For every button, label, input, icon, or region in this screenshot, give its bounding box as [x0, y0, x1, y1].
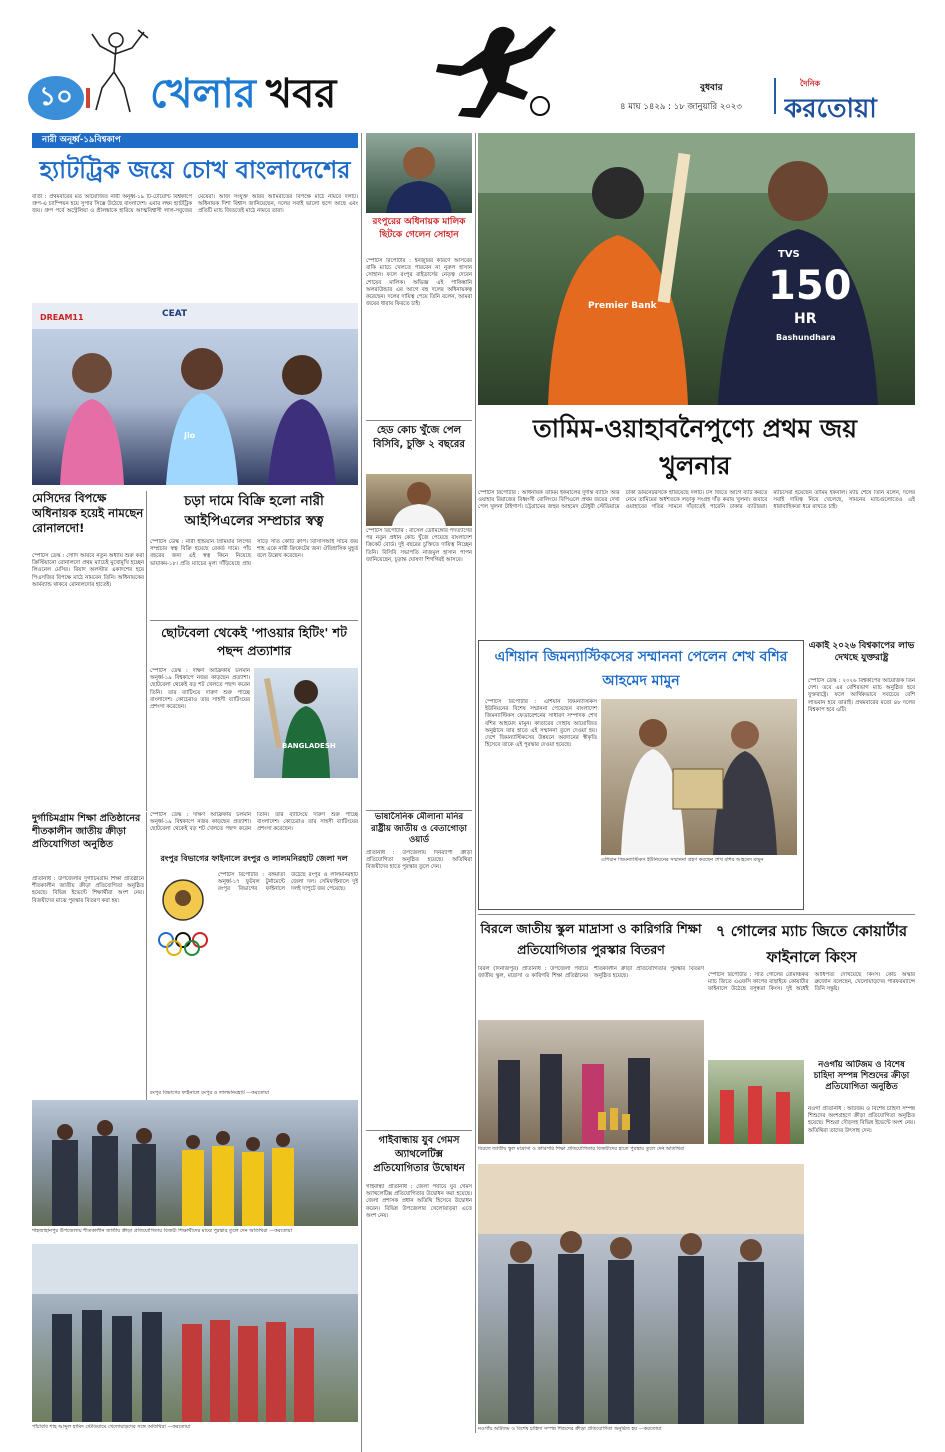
dinajpur-body: প্রতিনিধি : উপজেলার দুর্গাচিমগ্রাম শিক্ষা প্রতিষ্ঠানে শীতকালীন জাতীয় ক্রীড়া প্রতিযোগিতা অনুষ্ঠিত হয়েছে। বিভিন্ন ইভেন্টে শিক্ষার্থীরা অংশ নেয়। বিজয়ীদের মাঝে পুরস্কার বিতরণ করা হয়।	[32, 876, 144, 904]
stadium-photo-caption: পাঁচবিবি শাহ আব্দুল হামিদ স্টেডিয়ামে খেলোয়াড়দের সঙ্গে অতিথিরা —করতোয়া	[32, 1424, 191, 1430]
footballer-icon	[420, 14, 570, 124]
jersey-name: HR	[794, 311, 817, 327]
wc2026-body: স্পোর্টস ডেস্ক : ২০২৬ বিশ্বকাপের আয়োজক তিন দেশ। তবে এর বেশিরভাগ ম্যাচ অনুষ্ঠিত হবে যুক্তরাষ্ট্রে। ফলে আর্থিকভাবে সবচেয়ে বেশি লাভবান হবে তারাই। প্রথমবারের মতো ৪৮ দলের বিশ্বকাপ হবে এটি।	[808, 678, 915, 713]
kicker-text: নারী অনূর্ধ্ব-১৯বিশ্বকাপ	[42, 135, 121, 145]
paper-name: করতোয়া	[784, 94, 877, 124]
jersey-sponsor: Premier Bank	[588, 301, 657, 311]
lead-headline: হ্যাটট্রিক জয়ে চোখ বাংলাদেশের	[39, 156, 351, 184]
madrasa-body: বিরল (দিনাজপুর) প্রতিনিধি : উপজেলা পর্যায়ে জাতীয় স্কুল, মাদ্রাসা ও কারিগরি শিক্ষা প্রতিষ্ঠানের শীতকালীন ক্রীড়া প্রতিযোগিতার পুরস্কার বিতরণ অনুষ্ঠিত হয়েছে।	[478, 966, 704, 980]
prottasha-photo	[254, 668, 358, 778]
moulana-body: প্রতিনিধি : উপজেলায় দিনব্যাপী ক্রীড়া প্রতিযোগিতা অনুষ্ঠিত হয়েছে। অতিথিরা বিজয়ীদের হাতে পুরস্কার তুলে দেন।	[366, 850, 472, 871]
jersey-number: 150	[768, 263, 852, 309]
section-title	[150, 70, 410, 120]
section-title-part-2: খবর	[265, 70, 337, 117]
kings-headline: ৭ গোলের ম্যাচ জিতে কোয়ার্টার ফাইনালে কিংস	[715, 922, 908, 966]
logo-ceat: CEAT	[162, 309, 188, 319]
masthead	[0, 0, 945, 128]
award-ceremony-photo	[32, 1100, 358, 1226]
madrasa-figures	[478, 1020, 704, 1144]
madrasa-headline: বিরলে জাতীয় স্কুল মাদ্রাসা ও কারিগরি শিক্ষা প্রতিযোগিতার পুরস্কার বিতরণ	[480, 921, 702, 957]
autism-event-figures	[478, 1164, 804, 1424]
kicker-bar	[32, 133, 358, 148]
gaibandha-body: গাইবান্ধা প্রতিনিধি : জেলা পর্যায়ে যুব গেমস অ্যাথলেটিক্স প্রতিযোগিতার উদ্বোধন করা হয়েছে। জেলা প্রশাসক প্রধান অতিথি হিসেবে উদ্বোধন করেন। বিভিন্ন উপজেলার খেলোয়াড়রা এতে অংশ নেয়।	[366, 1184, 472, 1219]
stadium-figures	[32, 1244, 358, 1422]
kings-body: স্পোর্টস রিপোর্টার : সাত গোলের রোমাঞ্চকর ম্যাচ জিতে এএফসি কাপের বাছাইয়ে কোয়ার্টার ফাইনালে উঠেছে বসুন্ধরা কিংস। দুই অর্ধেই আধিপত্য দেখিয়েছে কিংস। কোচ অস্কার ব্রুজোন বলেছেন, খেলোয়াড়দের পারফরম্যান্সে তিনি সন্তুষ্ট।	[708, 972, 915, 993]
wpl-headline: চড়া দামে বিক্রি হলো নারী আইপিএলের সম্প্রচার স্বত্ব	[184, 493, 324, 529]
women-cricketers-figures	[32, 303, 358, 485]
coach-figure	[366, 474, 472, 526]
messi-body: স্পোর্টস ডেস্ক : সৌদি আরবে নতুন অধ্যায় শুরু করা ক্রিস্টিয়ানো রোনালদো প্রথম ম্যাচেই মুখোমুখি হচ্ছেন লিওনেল মেসির। রিয়াদ অলস্টার একাদশের হয়ে পিএসজির বিপক্ষে মাঠে নামবেন তিনি। অধিনায়কের আর্মব্যান্ড থাকবে রোনালদোর হাতেই।	[32, 553, 144, 588]
lead-body: বার্তা : প্রথমবারের মত আয়োজিত নারী অনূর্ধ্ব-১৯ টি-টোয়েন্টি বিশ্বকাপে গ্রুপ-এ চ্যাম্পিয়ন হয়ে সুপার সিক্সে উঠেছে বাংলাদেশ। এবার লক্ষ্য হ্যাটট্রিক জয়। গ্রুপ পর্বে অস্ট্রেলিয়া ও শ্রীলঙ্কাকে হারিয়ে আত্মবিশ্বাসী লাল-সবুজের মেয়েরা। আজ সংযুক্ত আরব আমিরাতের বিপক্ষে মাঠে নামবে দলটি। অধিনায়ক দিশা বিশ্বাস জানিয়েছেন, দলের সবাই ভালো ছন্দে আছে এবং প্রতিটি ম্যাচ জিততেই মাঠে নামবে তারা।	[32, 194, 358, 215]
gym-headline: এশিয়ান জিমন্যাস্টিকসের সম্মাননা পেলেন শেখ বশির আহমেদ মামুন	[494, 649, 788, 689]
coach-headline: হেড কোচ খুঁজে পেল বিসিবি, চুক্তি ২ বছরের	[373, 425, 465, 450]
autism-headline: নওগাঁয় অটিজম ও বিশেষ চাহিদা সম্পন্ন শিশুদের ক্রীড়া প্রতিযোগিতা অনুষ্ঠিত	[813, 1060, 910, 1092]
portrait-figure	[366, 133, 472, 213]
award-photo-caption: শাহজাহানপুর উপজেলায় শীতকালীন জাতীয় ক্রীড়া প্রতিযোগিতায় বিজয়ী শিক্ষার্থীদের মাঝে পুরস্কার তুলে দেন অতিথিরা —করতোয়া	[32, 1228, 293, 1234]
wpl-body: স্পোর্টস ডেস্ক : নারী ইন্ডিয়ান প্রিমিয়ার লিগের সম্প্রচার স্বত্ব বিক্রি হয়েছে রেকর্ড দামে। পাঁচ বছরের জন্য এই স্বত্ব কিনে নিয়েছে ভায়াকম-১৮। প্রতি ম্যাচের মূল্য দাঁড়িয়েছে প্রায় সাড়ে সাত কোটি রুপি। বিসিসিআই সচিব জয় শাহ একে নারী ক্রিকেটের জন্য ঐতিহাসিক মুহূর্ত বলে উল্লেখ করেছেন।	[150, 539, 358, 567]
page-number-badge	[28, 76, 84, 120]
autism-event-photo	[478, 1164, 804, 1424]
logo-jio: Jio	[184, 431, 196, 440]
weekday: বুধবার	[700, 83, 723, 93]
shoaib-headline: রংপুরের অধিনায়ক মালিক ছিটকে গেলেন সোহান	[372, 217, 466, 240]
stadium-team-photo	[32, 1244, 358, 1422]
federation-logo-icon	[154, 878, 212, 978]
messi-headline: মেসিদের বিপক্ষে অধিনায়ক হয়েই নামছেন রোনালদো!	[32, 491, 144, 535]
masthead-divider	[774, 78, 776, 114]
gymnastics-box	[478, 640, 804, 910]
bpl-cricket-photo	[478, 133, 915, 405]
rangpur-team-logo	[150, 872, 216, 1012]
coach-body: স্পোর্টস রিপোর্টার : রাসেল ডোমিঙ্গোর পদত্যাগের পর নতুন প্রধান কোচ খুঁজে পেয়েছে বাংলাদেশ ক্রিকেট বোর্ড। দুই বছরের চুক্তিতে দায়িত্ব নিচ্ছেন তিনি। বিসিবি সভাপতি নাজমুল হাসান পাপন জানিয়েছেন, চূড়ান্ত ঘোষণা শিগগিরই আসবে।	[366, 528, 472, 563]
women-cricketers-photo	[32, 303, 358, 485]
power-body-col1: স্পোর্টস ডেস্ক : দক্ষিণ আফ্রিকায় চলমান অনূর্ধ্ব-১৯ বিশ্বকাপে নজর কাড়ছেন প্রত্যাশা। ছোটবেলা থেকেই বড় শট খেলতে পছন্দ করেন তিনি। তার ব্যাটিংয়ে দারুণ শুরু পাচ্ছে বাংলাদেশ। কোচেরাও তার সাহসী ব্যাটিংয়ের প্রশংসা করেছেন।	[150, 668, 250, 711]
madrasa-photo-caption: বিরলে জাতীয় স্কুল মাদ্রাসা ও কারিগরি শিক্ষা প্রতিযোগিতার বিজয়ীদের হাতে পুরস্কার তুলে দেন অতিথিরা	[478, 1146, 685, 1152]
jersey-bashundhara: Bashundhara	[776, 333, 836, 342]
logo-dream11: DREAM11	[40, 313, 84, 322]
date-line: ৪ মাঘ ১৪২৯ : ১৮ জানুয়ারি ২০২৩	[620, 102, 742, 112]
kings-figures	[708, 1060, 804, 1144]
wc2026-headline: একাই ২০২৬ বিশ্বকাপের লাভ দেখছে যুক্তরাষ্ট্র	[808, 641, 915, 663]
gym-body: স্পোর্টস রিপোর্টার : এশিয়ান জিমন্যাস্টিকস ইউনিয়নের বিশেষ সম্মাননা পেয়েছেন বাংলাদেশ জিমন্যাস্টিকস ফেডারেশনের সাধারণ সম্পাদক শেখ বশির আহমেদ মামুন। কাতারের দোহায় আয়োজিত অনুষ্ঠানে তার হাতে এই সম্মাননা তুলে দেওয়া হয়। দেশে জিমন্যাস্টিকসের উন্নয়নে অবদানের স্বীকৃতি হিসেবে তাকে এই পুরস্কার দেওয়া হয়েছে।	[485, 699, 597, 749]
page-number: ১০	[39, 82, 73, 112]
dinajpur-headline: দুর্গাচিমগ্রাম শিক্ষা প্রতিষ্ঠানের শীতকালীন জাতীয় ক্রীড়া প্রতিযোগিতা অনুষ্ঠিত	[32, 813, 141, 850]
rangpur-body: স্পোর্টস রিপোর্টার : বঙ্গমাতা অনূর্ধ্ব-১৭ ফুটবল টুর্নামেন্টে রংপুর বিভাগের ফাইনালে উঠেছে রংপুর ও লালমনিরহাট জেলা দল। সেমিফাইনালে দুই দলই দাপুটে জয় পেয়েছে।	[218, 872, 358, 893]
gym-award-figures	[601, 699, 797, 855]
autism-photo-caption: নওগাঁয় অটিজম ও বিশেষ চাহিদা সম্পন্ন শিশুদের ক্রীড়া প্রতিযোগিতা অনুষ্ঠিত হয় —করতোয়া	[478, 1426, 662, 1432]
power-body-cont: স্পোর্টস ডেস্ক : দক্ষিণ আফ্রিকায় চলমান অনূর্ধ্ব-১৯ বিশ্বকাপে নজর কাড়ছেন প্রত্যাশা। ছোটবেলা থেকেই বড় শট খেলতে পছন্দ করেন তিনি। তার ব্যাটিংয়ে দারুণ শুরু পাচ্ছে বাংলাদেশ। কোচেরাও তার সাহসী ব্যাটিংয়ের প্রশংসা করেছেন।	[150, 812, 358, 833]
jersey-tvs: TVS	[778, 249, 800, 260]
gym-photo-caption: এশিয়ান জিমন্যাস্টিকস ইউনিয়নের সম্মাননা গ্রহণ করছেন শেখ বশির আহমেদ মামুন	[601, 857, 764, 863]
award-figures	[32, 1100, 358, 1226]
paper-prefix: দৈনিক	[800, 79, 821, 88]
gaibandha-headline: গাইবান্ধায় যুব গেমস অ্যাথলেটিক্স প্রতিযোগিতার উদ্বোধন	[373, 1135, 465, 1174]
shoaib-body: স্পোর্টস রিপোর্টার : ইনজুরির কারণে আসরের বাকি ম্যাচে খেলতে পারবেন না নুরুল হাসান সোহান। ফলে রংপুর রাইডার্সের নেতৃত্ব দেবেন শোয়েব মালিক। অভিজ্ঞ এই পাকিস্তানি অলরাউন্ডার এর আগে বহু দলের অধিনায়কত্ব করেছেন। দলের দায়িত্ব পেয়ে তিনি বলেন, আমরা জয়ের ধারায় ফিরতে চাই।	[366, 258, 472, 308]
madrasa-award-photo	[478, 1020, 704, 1144]
gym-award-photo	[601, 699, 797, 855]
rangpur-photo-caption: রংপুর বিভাগের ফাইনালে রংপুর ও লালমনিরহাট —করতোয়া	[150, 1090, 270, 1096]
jersey-text-bangladesh: BANGLADESH	[282, 742, 336, 750]
tamim-headline: তামিম-ওয়াহাবনৈপুণ্যে প্রথম জয় খুলনার	[532, 414, 857, 480]
section-title-part-1: খেলার	[150, 70, 256, 117]
tamim-body: স্পোর্টস রিপোর্টার : অধিনায়ক তামিম ইকবালের দুর্দান্ত ব্যাটিং আর ওয়াহাব রিয়াজের বিধ্বংসী বোলিংয়ে বিপিএলে প্রথম জয়ের দেখা পেল খুলনা টাইগার্স। চট্টগ্রামের জহুর আহমেদ চৌধুরী স্টেডিয়ামে ঢাকা ডমিনেটরসকে হারিয়েছে দলটি। টস জিতে আগে ব্যাট করতে নেমে তামিমের অর্ধশতকে লড়াকু সংগ্রহ দাঁড় করায় খুলনা। জবাবে ওয়াহাবের গতির সামনে দাঁড়াতেই পারেনি ঢাকার ব্যাটাররা। ম্যাচসেরা হয়েছেন তামিম ইকবাল। ম্যাচ শেষে তিনি বলেন, দলের সবাই দায়িত্ব নিয়ে খেলেছে, সামনের ম্যাচগুলোতেও এই ধারাবাহিকতা ধরে রাখতে চাই।	[478, 490, 915, 511]
shoaib-portrait	[366, 133, 472, 213]
coach-portrait	[366, 474, 472, 526]
power-headline: ছোটবেলা থেকেই 'পাওয়ার হিটিং' শট পছন্দ প্রত্যাশার	[161, 625, 347, 658]
cricket-player-icon	[78, 28, 150, 114]
kings-match-photo	[708, 1060, 804, 1144]
autism-body: নওগাঁ প্রতিনিধি : অটিজম ও বিশেষ চাহিদা সম্পন্ন শিশুদের অংশগ্রহণে ক্রীড়া প্রতিযোগিতা অনুষ্ঠিত হয়েছে। শিশুরা দৌড়সহ বিভিন্ন ইভেন্টে অংশ নেয়। অতিথিরা তাদের উৎসাহ দেন।	[808, 1106, 915, 1134]
rangpur-headline: রংপুর বিভাগের ফাইনালে রংপুর ও লালমনিরহাট জেলা দল	[160, 854, 348, 863]
batter-figure	[254, 668, 358, 778]
moulana-headline: ভাষাসৈনিক মৌলানা মনির রাষ্ট্রীয় জাতীয় ও বেতাগোড়া ওয়ার্ড	[370, 812, 468, 845]
